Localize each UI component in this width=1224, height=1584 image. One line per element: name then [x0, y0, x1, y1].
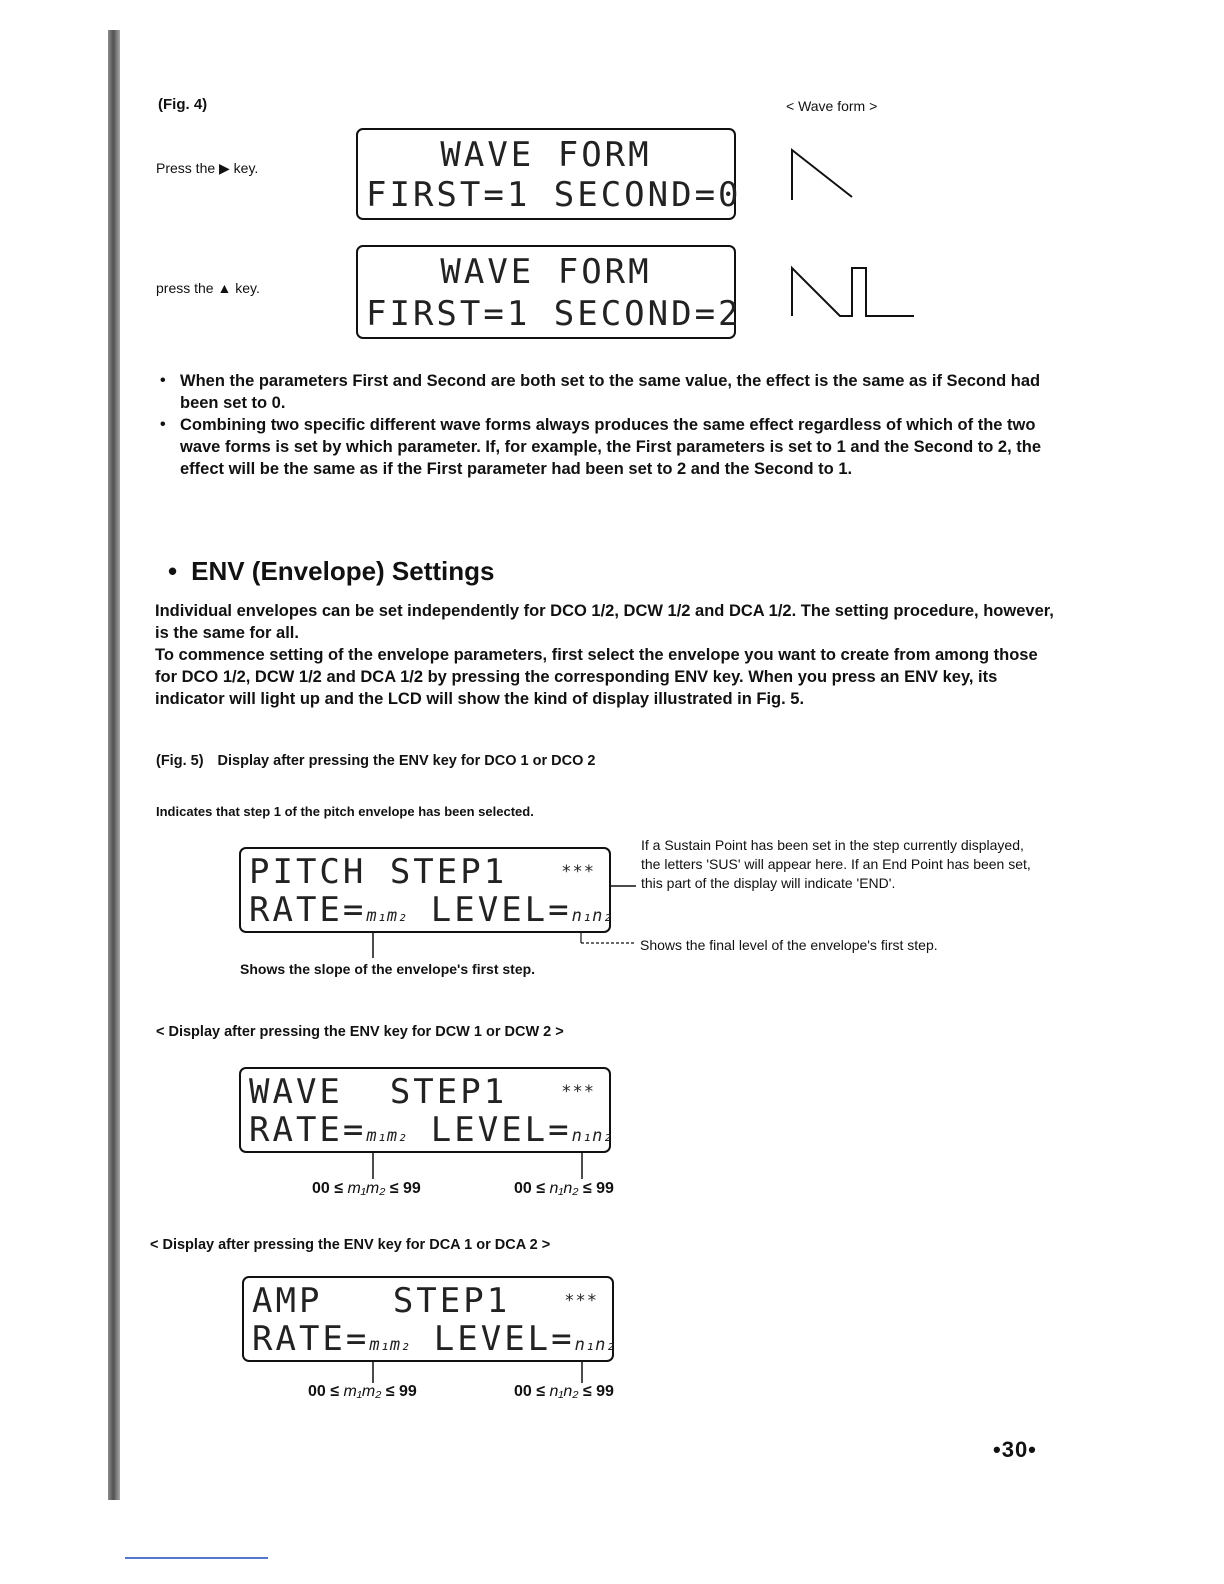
- range-var: m₁m₂: [347, 1180, 386, 1197]
- bullet-dot: •: [168, 556, 178, 586]
- range-var: n₁n₂: [549, 1180, 579, 1197]
- intro-paragraph-2: To commence setting of the envelope parameters, first select the envelope you want to create from among those for DCO 1/2, DCW 1/2 and DCA 1/2 by pressing the corresponding ENV key. When you press an ENV key, its indicator will light up and the LCD will show the kind of display illustrated in Fig. 5.: [155, 646, 1038, 708]
- press-up-key-label: press the ▲ key.: [156, 280, 260, 296]
- fig5-caption: Display after pressing the ENV key for DCO 1 or DCO 2: [217, 753, 596, 769]
- range-low: 00 ≤: [514, 1383, 546, 1400]
- dcw-caption: < Display after pressing the ENV key for DCW 1 or DCW 2 >: [156, 1024, 564, 1040]
- lcd-step-text: PITCH STEP1: [249, 852, 508, 892]
- range-low: 00 ≤: [308, 1383, 340, 1400]
- step-note: Indicates that step 1 of the pitch envelope has been selected.: [156, 804, 534, 819]
- slope-note: Shows the slope of the envelope's first step.: [240, 961, 536, 977]
- lcd-rate-value: m₁m₂: [366, 906, 408, 926]
- lcd-level-value: n₁n₂: [574, 1335, 616, 1355]
- final-level-note: Shows the final level of the envelope's first step.: [640, 937, 938, 953]
- intro-paragraph-1: Individual envelopes can be set independently for DCO 1/2, DCW 1/2 and DCA 1/2. The setting procedure, however, is the same for all.: [155, 602, 1054, 642]
- section-title-text: ENV (Envelope) Settings: [191, 556, 495, 586]
- sawtooth-wave-icon: [792, 150, 852, 200]
- lcd-line-1: [249, 853, 601, 891]
- lcd-sus-stars: ***: [561, 1082, 595, 1102]
- dcw-level-range: [514, 1180, 614, 1198]
- lcd-wave-step: [239, 1067, 611, 1153]
- lcd-rate-label: RATE=: [249, 1110, 367, 1150]
- dca-caption: < Display after pressing the ENV key for DCA 1 or DCA 2 >: [150, 1237, 551, 1253]
- lcd-level-label: LEVEL=: [430, 1110, 572, 1150]
- lcd-sus-stars: ***: [564, 1291, 598, 1311]
- range-var: n₁n₂: [549, 1383, 579, 1400]
- saw-pulse-wave-icon: [792, 268, 914, 316]
- range-high: ≤ 99: [582, 1180, 614, 1197]
- lcd-line-2: FIRST=1 SECOND=0: [366, 175, 742, 215]
- section-intro: [155, 600, 1055, 710]
- range-var: m₁m₂: [343, 1383, 382, 1400]
- lcd-line-1: WAVE FORM: [440, 252, 652, 292]
- page-number: •30•: [993, 1437, 1037, 1462]
- dca-level-range: [514, 1383, 614, 1401]
- lcd-line-2: FIRST=1 SECOND=2: [366, 294, 742, 334]
- dca-rate-range: [308, 1383, 417, 1401]
- lcd-line-1: [249, 1073, 601, 1111]
- lcd-level-value: n₁n₂: [571, 1126, 613, 1146]
- range-high: ≤ 99: [582, 1383, 614, 1400]
- fig5-caption-row: [156, 753, 595, 769]
- lcd-rate-label: RATE=: [252, 1319, 370, 1359]
- lcd-line-2: [249, 1110, 613, 1150]
- press-right-key-label: Press the ▶ key.: [156, 160, 259, 176]
- lcd-amp-step: [242, 1276, 614, 1362]
- lcd-level-value: n₁n₂: [571, 906, 613, 926]
- lcd-step-text: WAVE STEP1: [249, 1072, 508, 1112]
- range-high: ≤ 99: [389, 1180, 421, 1197]
- dcw-rate-range: [312, 1180, 421, 1198]
- range-low: 00 ≤: [312, 1180, 344, 1197]
- lcd-line-2: [249, 890, 613, 930]
- lcd-sus-stars: ***: [561, 862, 595, 882]
- lcd-line-1: WAVE FORM: [440, 135, 652, 175]
- lcd-rate-label: RATE=: [249, 890, 367, 930]
- note-item: • Combining two specific different wave forms always produces the same effect regardless of which of the two wave forms is set by which parameter. If, for example, the First parameters is set to 1 and the Second to 2, the effect will be the same as if the First parameter had been set to 2 and the Second to 1.: [158, 414, 1058, 480]
- sus-note: If a Sustain Point has been set in the step currently displayed, the letters 'SUS' will appear here. If an End Point has been set, this part of the display will indicate 'END'.: [641, 837, 1031, 891]
- lcd-level-label: LEVEL=: [430, 890, 572, 930]
- section-title: [168, 556, 495, 587]
- lcd-rate-value: m₁m₂: [369, 1335, 411, 1355]
- fig4-label: (Fig. 4): [158, 96, 208, 113]
- lcd-line-1: [252, 1282, 604, 1320]
- lcd-line-2: [252, 1319, 616, 1359]
- notes-list: [158, 370, 1058, 480]
- note-item: • When the parameters First and Second are both set to the same value, the effect is the same as if Second had been set to 0.: [158, 370, 1058, 414]
- lcd-level-label: LEVEL=: [433, 1319, 575, 1359]
- range-low: 00 ≤: [514, 1180, 546, 1197]
- fig5-label: (Fig. 5): [156, 753, 204, 769]
- lcd-step-text: AMP STEP1: [252, 1281, 511, 1321]
- lcd-rate-value: m₁m₂: [366, 1126, 408, 1146]
- wave-form-heading: < Wave form >: [786, 98, 878, 114]
- lcd-pitch-step: [239, 847, 611, 933]
- range-high: ≤ 99: [385, 1383, 417, 1400]
